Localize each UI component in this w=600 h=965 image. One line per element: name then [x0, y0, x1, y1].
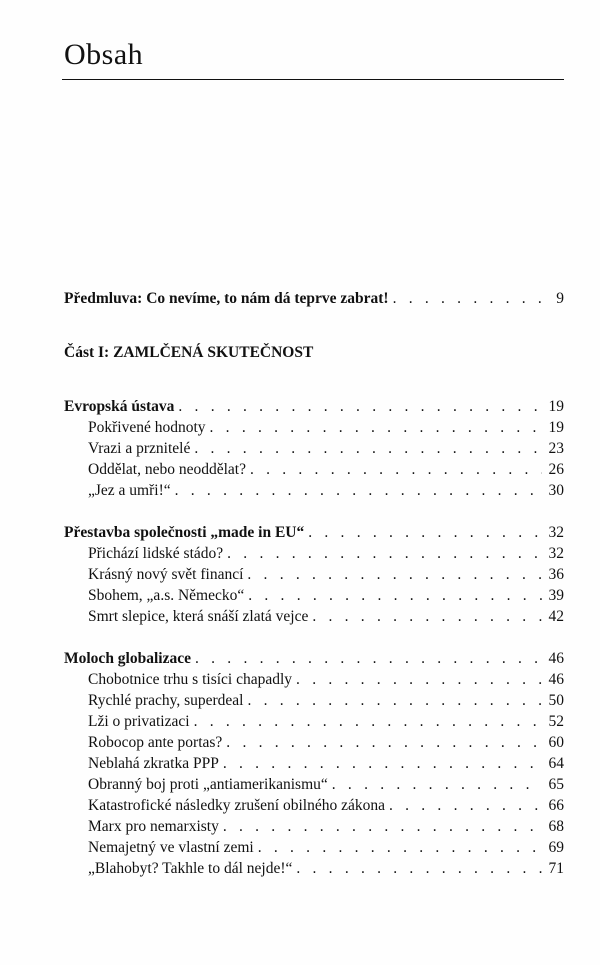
- toc-entry-page: 50: [548, 692, 564, 709]
- toc-entry: [64, 795, 564, 816]
- toc-entry-page: 65: [548, 776, 564, 793]
- toc-entry-label: Obranný boj proti „antiamerikanismu“: [88, 776, 328, 793]
- toc-entry-label: Rychlé prachy, superdeal: [88, 692, 244, 709]
- toc-entry-page: 36: [548, 566, 564, 583]
- toc-entry-page: 32: [548, 545, 564, 562]
- toc-entry: [64, 543, 564, 564]
- toc-entry-page: 68: [548, 818, 564, 835]
- toc-entry-page: 39: [548, 587, 564, 604]
- toc-entry: [64, 732, 564, 753]
- dot-leader: [223, 816, 542, 837]
- dot-leader: [194, 438, 542, 459]
- toc-entry-label: Marx pro nemarxisty: [88, 818, 219, 835]
- toc-entry-page: 9: [556, 290, 564, 307]
- toc-entry-page: 66: [548, 797, 564, 814]
- part-heading: Část I: ZAMLČENÁ SKUTEČNOST: [64, 344, 314, 361]
- toc-entry-label: Sbohem, „a.s. Německo“: [88, 587, 245, 604]
- toc-entry: [64, 438, 564, 459]
- toc-entry-page: 64: [548, 755, 564, 772]
- toc-entry: [64, 711, 564, 732]
- toc-entry-page: 60: [548, 734, 564, 751]
- dot-leader: [194, 711, 542, 732]
- dot-leader: [296, 669, 542, 690]
- dot-leader: [195, 648, 542, 669]
- toc-entry-label: Přichází lidské stádo?: [88, 545, 224, 562]
- dot-leader: [332, 774, 542, 795]
- dot-leader: [227, 543, 542, 564]
- toc-entry: [64, 837, 564, 858]
- toc-section-title-row: [64, 648, 564, 669]
- table-of-contents: [64, 288, 564, 900]
- toc-entry-label: Oddělat, nebo neoddělat?: [88, 461, 246, 478]
- title-rule: [62, 79, 564, 80]
- toc-entry: [64, 585, 564, 606]
- toc-section-title: Přestavba společnosti „made in EU“: [64, 524, 305, 541]
- toc-entry-label: Vrazi a prznitelé: [88, 440, 191, 457]
- toc-entry: [64, 816, 564, 837]
- toc-entry: [64, 858, 564, 879]
- toc-entry: [64, 669, 564, 690]
- toc-section: [64, 522, 564, 627]
- toc-entry-label: Pokřivené hodnoty: [88, 419, 206, 436]
- toc-entry-label: Chobotnice trhu s tisíci chapadly: [88, 671, 293, 688]
- toc-entry-label: „Blahobyt? Takhle to dál nejde!“: [88, 860, 293, 877]
- toc-entry-page: 30: [548, 482, 564, 499]
- dot-leader: [175, 480, 542, 501]
- dot-leader: [250, 459, 542, 480]
- toc-entry-label: Předmluva: Co nevíme, to nám dá teprve zabrat!: [64, 290, 389, 307]
- dot-leader: [312, 606, 542, 627]
- dot-leader: [210, 417, 542, 438]
- toc-entry-page: 32: [548, 524, 564, 541]
- toc-entry-label: Katastrofické následky zrušení obilného zákona: [88, 797, 385, 814]
- toc-section: [64, 396, 564, 501]
- dot-leader: [296, 858, 542, 879]
- dot-leader: [226, 732, 542, 753]
- toc-entry-page: 46: [548, 671, 564, 688]
- toc-entry-page: 46: [548, 650, 564, 667]
- toc-entry-label: Lži o privatizaci: [88, 713, 190, 730]
- toc-entry: [64, 417, 564, 438]
- toc-entry-label: Nemajetný ve vlastní zemi: [88, 839, 254, 856]
- page-title: Obsah: [64, 38, 144, 71]
- dot-leader: [247, 564, 542, 585]
- toc-entry: [64, 690, 564, 711]
- dot-leader: [308, 522, 542, 543]
- toc-entry-label: Krásný nový svět financí: [88, 566, 244, 583]
- dot-leader: [258, 837, 542, 858]
- toc-entry-page: 19: [548, 398, 564, 415]
- toc-entry-page: 19: [548, 419, 564, 436]
- toc-entry: [64, 606, 564, 627]
- toc-entry-page: 69: [548, 839, 564, 856]
- dot-leader: [393, 288, 542, 309]
- toc-entry-page: 26: [548, 461, 564, 478]
- dot-leader: [248, 585, 542, 606]
- toc-entry-label: Robocop ante portas?: [88, 734, 223, 751]
- toc-section-title-row: [64, 396, 564, 417]
- toc-entry-page: 71: [548, 860, 564, 877]
- toc-entry: [64, 459, 564, 480]
- dot-leader: [223, 753, 542, 774]
- toc-section: [64, 648, 564, 879]
- toc-entry: [64, 564, 564, 585]
- toc-entry-label: Smrt slepice, která snáší zlatá vejce: [88, 608, 309, 625]
- toc-entry: [64, 774, 564, 795]
- toc-entry-page: 52: [548, 713, 564, 730]
- toc-entry-preface: [64, 288, 564, 309]
- toc-entry-label: Neblahá zkratka PPP: [88, 755, 219, 772]
- toc-section-title: Evropská ústava: [64, 398, 175, 415]
- toc-entry-page: 23: [548, 440, 564, 457]
- dot-leader: [178, 396, 542, 417]
- toc-entry: [64, 753, 564, 774]
- toc-section-title: Moloch globalizace: [64, 650, 191, 667]
- dot-leader: [389, 795, 542, 816]
- dot-leader: [247, 690, 542, 711]
- toc-section-title-row: [64, 522, 564, 543]
- toc-entry-page: 42: [548, 608, 564, 625]
- toc-entry-label: „Jez a umři!“: [88, 482, 171, 499]
- toc-entry: [64, 480, 564, 501]
